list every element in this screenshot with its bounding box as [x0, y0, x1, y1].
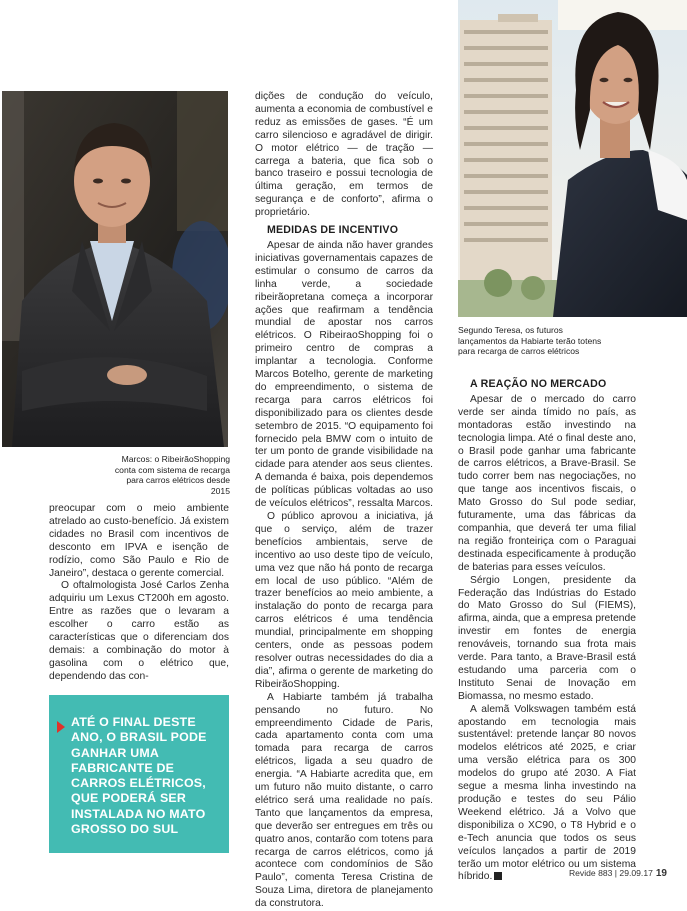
- caption-line: Marcos: o RibeirãoShopping: [121, 454, 230, 464]
- body-paragraph: A Habiarte também já trabalha pensando no futuro. No empreendimento Cidade de Paris, cada apartamento conta com uma tomada para recarga de carros elétricos, ligada a seu quadro de energia. “A Habiarte acredita que, em um futuro não muito distante, o carro elétrico será uma realidade no país. Tanto que lançamentos da empresa, que deverão ser entregues em três ou quatro anos, contarão com totens para recarga de carros elétricos, como já acontece com condomínios de São Paulo”, comenta Teresa Cristina de Souza Lima, diretora de planejamento da construtora.: [255, 691, 433, 910]
- body-paragraph: Apesar de o mercado do carro verde ser ainda tímido no país, as montadoras estão investindo na tecnologia limpa. Até o final deste ano, o Brasil pode ganhar uma fabricante de carros elétricos, a Brave-Brasil. Se tudo correr bem nas negociações, no que tange aos incentivos fiscais, o Mato Grosso do Sul pode sediar, futuramente, uma das fábricas da companhia, que deverá ter uma filial na região fronteiriça com o Paraguai destinada especificamente à produção de baterias para esses veículos.: [458, 393, 636, 573]
- end-mark-icon: [494, 872, 502, 880]
- column-3: [458, 374, 636, 884]
- arrow-icon: [57, 721, 65, 733]
- marcos-caption: [112, 454, 230, 496]
- caption-line: lançamentos da Habiarte terão totens: [458, 335, 602, 346]
- teresa-photo: [458, 0, 687, 317]
- body-paragraph: A alemã Volkswagen também está apostando em tecnologia mais sustentável: pretende lançar 80 novos modelos elétricos até 2025, e criar uma versão elétrica para os 300 modelos do grupo até 2030. A Fiat segue a mesma linha investindo na produção e testes do seu Pálio Weekend elétrico. Já a Volvo que disponibiliza o XC90, o T8 Hybrid e o e-Tech anuncia que todos os seus veículos lançados a partir de 2019 terão um motor elétrico ou um sistema híbrido.: [458, 703, 636, 883]
- body-paragraph: Apesar de ainda não haver grandes iniciativas governamentais capazes de estimular o consumo de carros da linha verde, a sociedade ribeirãopretana começa a incorporar ações que reafirmam a tendência mundial de apostar nos carros elétricos. O RibeiraoShopping foi o primeiro centro de compras a implantar a tecnologia. Conforme Marcos Botelho, gerente de marketing do empreendimento, o sistema de recarga para carros elétricos foi disponibilizado para os clientes desde setembro de 2015. “O equipamento foi fornecido pela BMW com o intuito de ter um ponto de grande visibilidade na cidade para atender aos seus clientes. A demanda é baixa, pois dependemos de políticas públicas voltadas ao uso de veículos elétricos”, ressalta Marcos.: [255, 239, 433, 510]
- folio-label: Revide 883 | 29.09.17: [568, 868, 653, 878]
- caption-line: para recarga de carros elétricos: [458, 346, 580, 357]
- column-2: [255, 91, 433, 911]
- page-number: 19: [655, 868, 667, 879]
- section-heading: A REAÇÃO NO MERCADO: [470, 378, 607, 390]
- body-paragraph: dições de condução do veículo, aumenta a economia de combustível e reduz as emissões de gases. “É um carro silencioso e agradável de dirigir. O motor elétrico — de tração — carrega a bateria, que fica sob o banco traseiro e possui tecnologia de última geração, em termos de segurança e de conforto”, afirma o proprietário.: [255, 91, 433, 219]
- page-folio: [569, 868, 667, 879]
- man-in-suit-photo: [2, 91, 228, 447]
- column-1: [49, 503, 229, 684]
- teresa-caption: [458, 325, 658, 357]
- body-paragraph: O público aprovou a iniciativa, já que o serviço, além de trazer benefícios ambientais, serve de incentivo ao uso deste tipo de veículo, uma vez que não há ponto de recarga em local de uso público. “Além de trazer benefícios ao meio ambiente, a instalação do ponto de recarga para carros elétricos é uma tendência mundial, principalmente em shopping centers, onde as pessoas podem resolver outras necessidades do dia a dia”, afirma o gerente de marketing do RibeirãoShopping.: [255, 511, 433, 690]
- body-paragraph: preocupar com o meio ambiente atrelado ao custo-benefício. Já existem cidades no Brasil com incentivos de desconto em IPVA e isenção de rodízio, como São Paulo e Rio de Janeiro”, destaca o gerente comercial.: [49, 503, 229, 579]
- woman-building-photo: [458, 0, 687, 317]
- caption-line: Segundo Teresa, os futuros: [458, 325, 563, 335]
- pull-quote-text: ATÉ O FINAL DESTE ANO, O BRASIL PODE GANHAR UMA FABRICANTE DE CARROS ELÉTRICOS, QUE PODERÁ SER INSTALADA NO MATO GROSSO DO SUL: [71, 715, 207, 837]
- marcos-photo: [2, 91, 228, 447]
- body-paragraph: O oftalmologista José Carlos Zenha adquiriu um Lexus CT200h em agosto. Entre as razões que o levaram a escolher o carro estão as características que o diferenciam dos demais: a combinação do motor à gasolina com o elétrico que, dependendo das con-: [49, 580, 229, 682]
- caption-line: conta com sistema de recarga: [114, 464, 230, 475]
- body-paragraph: Sérgio Longen, presidente da Federação das Indústrias do Estado do Mato Grosso do Sul (FIEMS), afirma, ainda, que a empresa pretende investir em fontes de energia renováveis, tornando sua frota mais verde. Para tanto, a Brave-Brasil está estudando uma parceria com o Instituto Senai de Inovação em Biomassa, no mesmo estado.: [458, 574, 636, 702]
- caption-line: para carros elétricos desde 2015: [126, 475, 230, 496]
- pull-quote-box: [49, 695, 229, 853]
- section-heading: MEDIDAS DE INCENTIVO: [267, 224, 399, 237]
